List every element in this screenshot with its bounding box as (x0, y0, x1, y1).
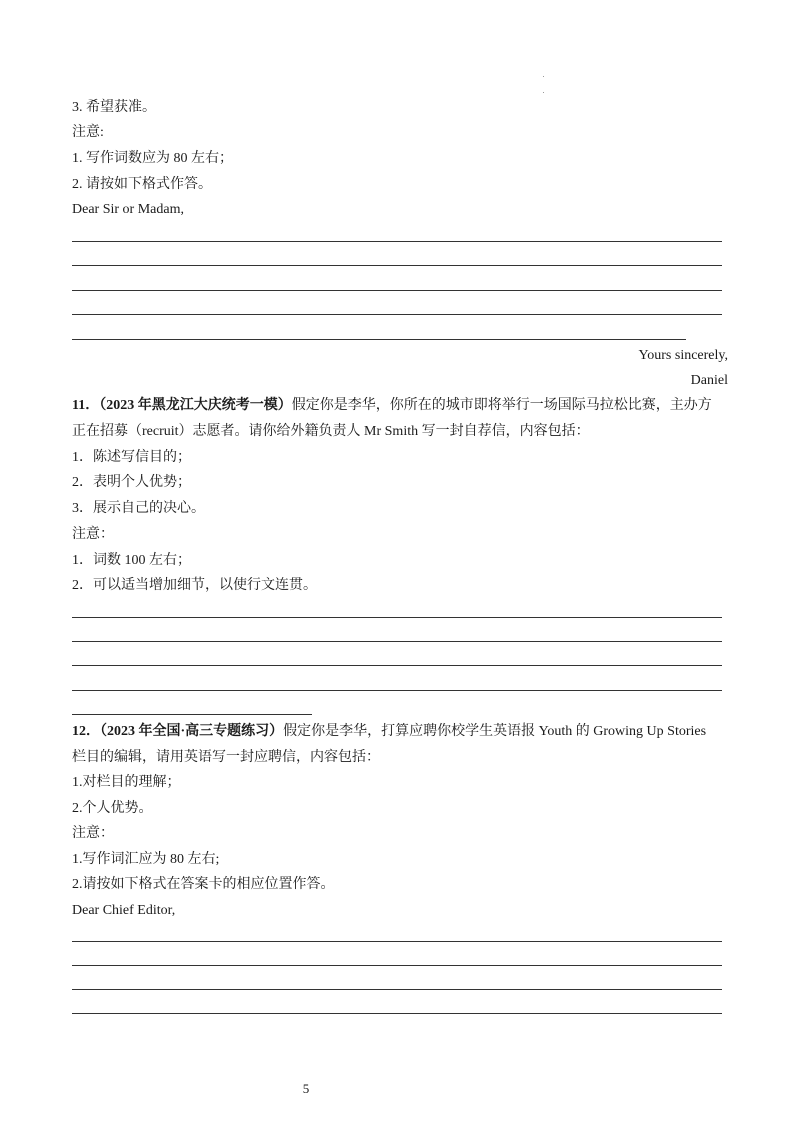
answer-line (72, 665, 722, 666)
note-word-count: 1.写作词汇应为 80 左右; (72, 852, 220, 867)
note-details: 2．可以适当增加细节，以使行文连贯。 (72, 578, 317, 593)
letter-salutation: Dear Chief Editor, (72, 903, 176, 918)
answer-line (72, 714, 312, 715)
question-12-heading (72, 723, 706, 741)
question-number: 11． (72, 398, 100, 413)
requirement-item-3: 3. 希望获准。 (72, 100, 156, 115)
content-item-2: 2．表明个人优势； (72, 475, 191, 490)
notes-label: 注意： (72, 527, 114, 542)
question-source: （2023 年全国·高三专题练习） (100, 724, 284, 739)
note-word-count: 1. 写作词数应为 80 左右； (72, 151, 233, 166)
content-item-3: 3．展示自己的决心。 (72, 501, 205, 516)
answer-line (72, 241, 722, 242)
question-source: （2023 年黑龙江大庆统考一模） (99, 398, 292, 413)
content-item-1: 1.对栏目的理解； (72, 775, 181, 790)
scan-speck (543, 92, 544, 93)
answer-line (72, 989, 722, 990)
question-number: 12． (72, 724, 100, 739)
letter-signature: Daniel (690, 373, 728, 388)
notes-label: 注意: (72, 125, 104, 140)
page-number: 5 (302, 1081, 310, 1096)
answer-line (72, 941, 722, 942)
answer-line (72, 314, 722, 315)
answer-line (72, 641, 722, 642)
question-11-heading (72, 397, 712, 415)
question-prompt: 假定你是李华，打算应聘你校学生英语报 Youth 的 Growing Up Stories (283, 724, 707, 739)
content-item-1: 1．陈述写信目的； (72, 450, 191, 465)
scan-speck (543, 76, 544, 77)
notes-label: 注意： (72, 826, 114, 841)
answer-line (72, 1013, 722, 1014)
answer-line (72, 965, 722, 966)
answer-line (72, 290, 722, 291)
letter-salutation: Dear Sir or Madam, (72, 202, 184, 217)
answer-line (72, 265, 722, 266)
answer-line (72, 690, 722, 691)
answer-line (72, 617, 722, 618)
question-prompt: 假定你是李华，你所在的城市即将举行一场国际马拉松比赛，主办方 (291, 398, 712, 413)
content-item-2: 2.个人优势。 (72, 801, 153, 816)
note-format: 2.请按如下格式在答案卡的相应位置作答。 (72, 877, 335, 892)
question-prompt-continued: 栏目的编辑，请用英语写一封应聘信，内容包括： (72, 750, 380, 765)
note-word-count: 1．词数 100 左右； (72, 553, 191, 568)
letter-closing: Yours sincerely, (638, 348, 728, 363)
note-format: 2. 请按如下格式作答。 (72, 177, 212, 192)
answer-line (72, 339, 686, 340)
question-prompt-continued: 正在招募（recruit）志愿者。请你给外籍负责人 Mr Smith 写一封自荐信，内容包括： (72, 424, 590, 439)
